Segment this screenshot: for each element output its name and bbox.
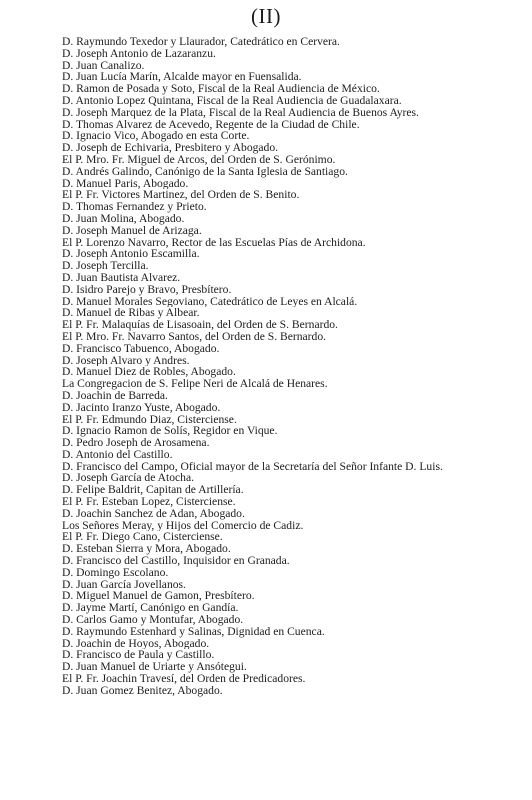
list-item: D. Ignacio Ramon de Solís, Regidor en Vique.: [62, 425, 278, 438]
list-item: D. Joseph Marquez de la Plata, Fiscal de la Real Audiencia de Buenos Ayres.: [62, 106, 419, 119]
list-item: D. Francisco Tabuenco, Abogado.: [62, 342, 220, 355]
list-item: D. Manuel Diez de Robles, Abogado.: [62, 366, 236, 379]
list-item: D. Ramon de Posada y Soto, Fiscal de la Real Audiencia de México.: [62, 83, 380, 95]
list-item: D. Isidro Parejo y Bravo, Presbítero.: [62, 283, 232, 296]
list-item: D. Joseph Manuel de Arizaga.: [62, 224, 202, 237]
list-item: D. Joseph Antonio de Lazaranzu.: [62, 47, 216, 60]
list-item: El P. Mro. Fr. Navarro Santos, del Orden de S. Bernardo.: [62, 330, 327, 343]
list-item: D. Joseph Tercilla.: [62, 260, 149, 272]
list-item: D. Thomas Fernandez y Prieto.: [62, 201, 207, 213]
list-item: D. Manuel Paris, Abogado.: [62, 177, 189, 190]
list-item: El P. Fr. Esteban Lopez, Cisterciense.: [62, 496, 236, 508]
list-item: D. Joseph Alvaro y Andres.: [62, 354, 190, 367]
list-item: D. Esteban Sierra y Mora, Abogado.: [62, 543, 231, 556]
list-item: D. Antonio Lopez Quintana, Fiscal de la Real Audiencia de Guadalaxara.: [62, 94, 402, 107]
list-item: D. Raymundo Texedor y Llaurador, Catedrático en Cervera.: [62, 36, 340, 48]
list-item: El P. Fr. Malaquías de Lisasoain, del Orden de S. Bernardo.: [62, 319, 338, 331]
list-item: D. Francisco de Paula y Castillo.: [62, 649, 215, 662]
list-item: D. Joseph García de Atocha.: [62, 472, 194, 485]
list-item: El P. Fr. Diego Cano, Cisterciense.: [62, 531, 223, 544]
list-item: El P. Fr. Victores Martinez, del Orden de S. Benito.: [62, 189, 300, 202]
list-item: D. Manuel de Ribas y Albear.: [62, 307, 200, 320]
list-item: D. Raymundo Estenhard y Salinas, Dignidad en Cuenca.: [62, 625, 325, 638]
list-item: D. Jayme Martí, Canónigo en Gandía.: [62, 602, 239, 615]
list-item: D. Joseph Antonio Escamilla.: [62, 248, 200, 261]
list-item: D. Juan Bautista Alvarez.: [62, 271, 181, 284]
list-item: D. Pedro Joseph de Arosamena.: [62, 437, 210, 449]
list-item: D. Felipe Baldrit, Capitan de Artillería.: [62, 484, 244, 497]
list-item: D. Antonio del Castillo.: [62, 448, 173, 461]
list-item: El P. Mro. Fr. Miguel de Arcos, del Orden de S. Gerónimo.: [62, 153, 336, 166]
list-item: D. Juan Gomez Benitez, Abogado.: [62, 684, 223, 697]
list-item: El P. Lorenzo Navarro, Rector de las Escuelas Pías de Archidona.: [62, 236, 366, 249]
list-item: D. Joseph de Echivaria, Presbitero y Abogado.: [62, 142, 279, 154]
list-item: D. Manuel Morales Segoviano, Catedrático de Leyes en Alcalá.: [62, 295, 358, 308]
list-item: D. Joachin de Hoyos, Abogado.: [62, 637, 210, 650]
subscriber-list: [62, 36, 524, 697]
list-item: D. Juan Manuel de Uriarte y Ansótegui.: [62, 661, 247, 674]
list-item: D. Andrés Galindo, Canónigo de la Santa Iglesia de Santiago.: [62, 165, 348, 178]
list-item: D. Joachin Sanchez de Adan, Abogado.: [62, 507, 245, 520]
list-item: D. Jacinto Iranzo Yuste, Abogado.: [62, 401, 221, 414]
list-item: D. Juan Lucía Marín, Alcalde mayor en Fuensalida.: [62, 71, 302, 84]
page-number: (II): [251, 4, 281, 28]
list-item: D. Miguel Manuel de Gamon, Presbítero.: [62, 590, 255, 603]
list-item: El P. Fr. Edmundo Diaz, Cisterciense.: [62, 413, 237, 426]
list-item: D. Carlos Gamo y Montufar, Abogado.: [62, 614, 244, 626]
list-item: D. Ignacio Vico, Abogado en esta Corte.: [62, 130, 250, 143]
list-item: D. Joachin de Barreda.: [62, 389, 168, 402]
list-item: La Congregacion de S. Felipe Neri de Alcalá de Henares.: [62, 378, 328, 390]
list-item: D. Juan Molina, Abogado.: [62, 212, 185, 225]
list-item: D. Juan Canalizo.: [62, 59, 145, 72]
list-item: D. Domingo Escolano.: [62, 566, 169, 579]
list-item: D. Francisco del Campo, Oficial mayor de la Secretaría del Señor Infante D. Luis.: [62, 460, 443, 473]
list-item: El P. Fr. Joachin Travesí, del Orden de Predicadores.: [62, 673, 306, 685]
list-item: D. Francisco del Castillo, Inquisidor en Granada.: [62, 555, 290, 567]
list-item: D. Thomas Alvarez de Acevedo, Regente de la Ciudad de Chile.: [62, 118, 360, 131]
list-item: Los Señores Meray, y Hijos del Comercio de Cadiz.: [62, 519, 304, 532]
list-item: D. Juan García Jovellanos.: [62, 578, 186, 591]
